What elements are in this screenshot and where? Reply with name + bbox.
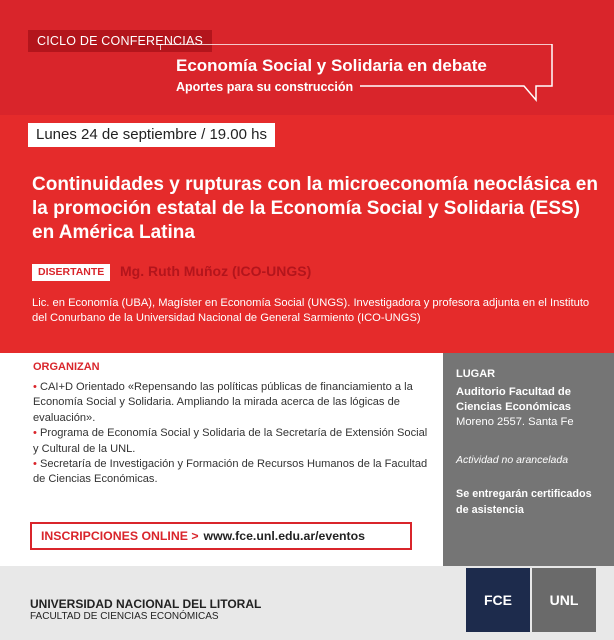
registration-url[interactable]: www.fce.unl.edu.ar/eventos [203, 529, 365, 543]
venue-label: LUGAR [456, 368, 496, 380]
speech-bubble-outline [160, 44, 560, 108]
fce-logo: FCE [466, 568, 530, 632]
speaker-bio: Lic. en Economía (UBA), Magíster en Economía Social (UNGS). Investigadora y profesora adjunta en el Instituto del Conurbano de la Universidad Nacional de General Sarmiento (ICO-UNGS) [32, 297, 590, 324]
list-item: • CAI+D Orientado «Repensando las políticas públicas de financiamiento a la Economía Social y Solidaria. Ampliando la mirada acerca de las lógicas de evaluación». [33, 381, 413, 424]
venue-name: Auditorio Facultad de Ciencias Económicas [456, 386, 572, 413]
series-tag: CICLO DE CONFERENCIAS [28, 30, 212, 52]
faculty-name: FACULTAD DE CIENCIAS ECONÓMICAS [30, 611, 219, 622]
certificates-note: Se entregarán certificados de asistencia [456, 488, 592, 516]
speaker-name: Mg. Ruth Muñoz (ICO-UNGS) [120, 263, 312, 279]
organizers-list [33, 380, 433, 488]
registration-label: INSCRIPCIONES ONLINE > [41, 529, 199, 543]
bullet-icon: • [33, 427, 40, 440]
series-title: Economía Social y Solidaria en debate [176, 56, 487, 75]
series-subtitle: Aportes para su construcción [176, 80, 354, 94]
event-date: Lunes 24 de septiembre / 19.00 hs [28, 123, 275, 147]
bullet-icon: • [33, 381, 40, 393]
free-activity-note: Actividad no arancelada [456, 454, 569, 466]
university-name: UNIVERSIDAD NACIONAL DEL LITORAL [30, 597, 262, 611]
registration-link[interactable] [30, 522, 412, 550]
list-item: • Programa de Economía Social y Solidaria de la Secretaría de Extensión Social y Cultural de la UNL. [33, 427, 428, 455]
talk-title: Continuidades y rupturas con la microeconomía neoclásica en la promoción estatal de la Economía Social y Solidaria (ESS) en América Latina [32, 174, 598, 243]
speaker-label: DISERTANTE [32, 264, 110, 281]
list-item: • Secretaría de Investigación y Formación de Recursos Humanos de la Facultad de Ciencias Económicas. [33, 458, 428, 486]
unl-logo: UNL [532, 568, 596, 632]
bullet-icon: • [33, 458, 40, 471]
organizers-heading: ORGANIZAN [33, 361, 100, 373]
venue-address: Moreno 2557. Santa Fe [456, 416, 574, 428]
